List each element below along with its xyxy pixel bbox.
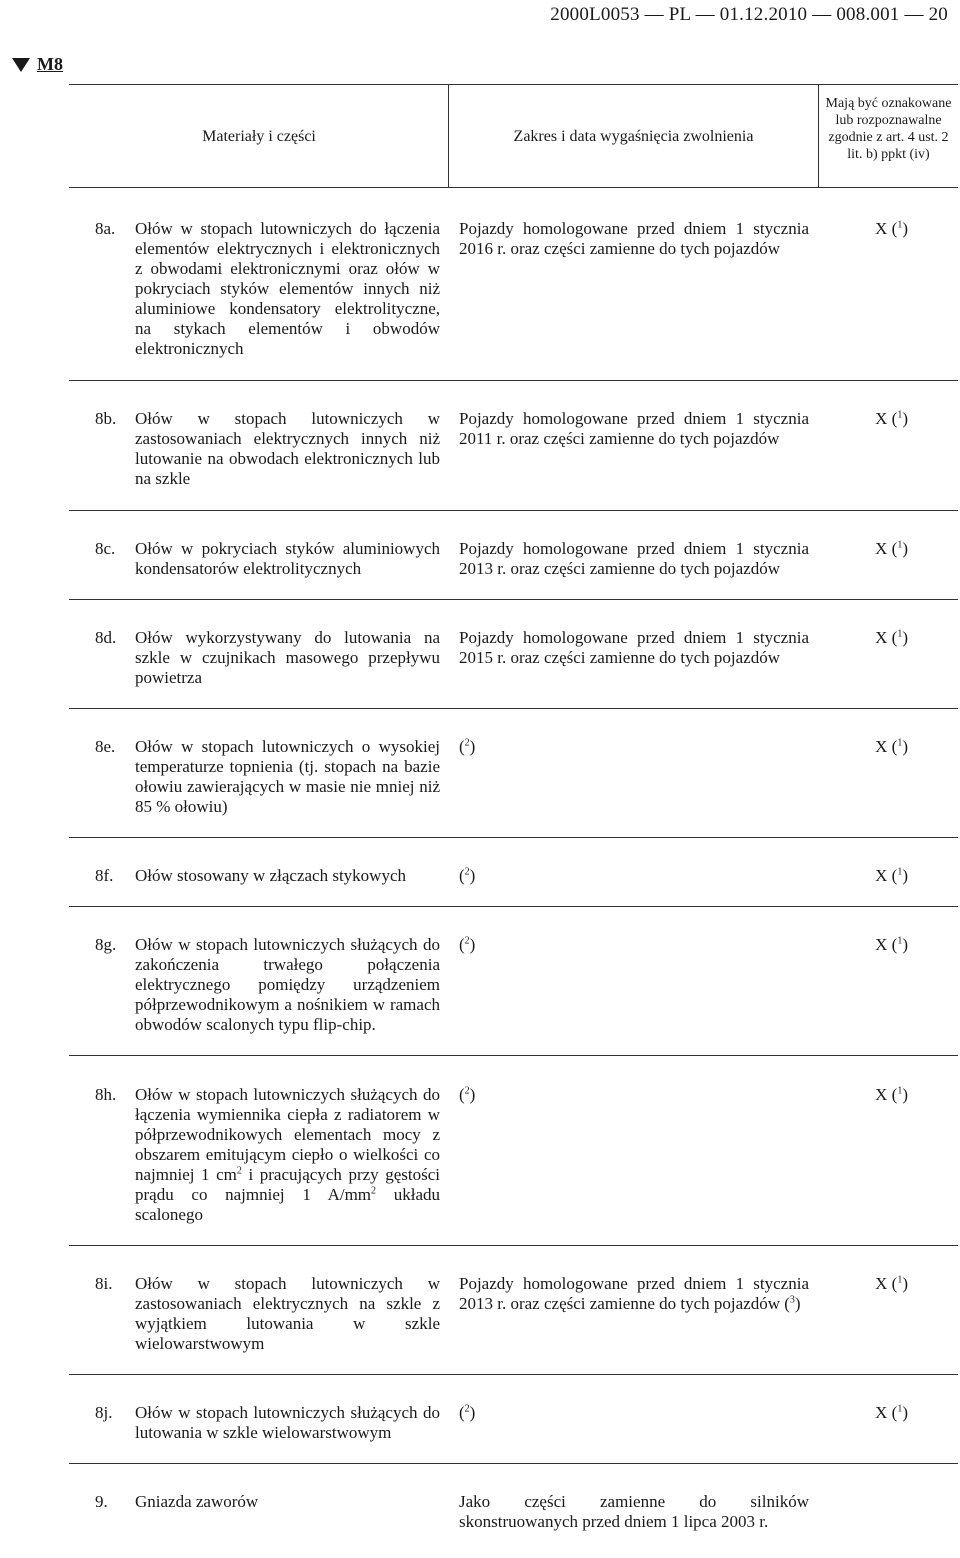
- footnote-ref: 1: [897, 409, 903, 421]
- mark-text: X: [875, 866, 888, 885]
- row-number: 8g.: [95, 935, 117, 954]
- row-label-mark: X ($^1$): [875, 219, 908, 238]
- row-material: Gniazda zaworów: [135, 1492, 259, 1511]
- column-header-label: Mają być oznakowane lub rozpoznawalne zgodnie z art. 4 ust. 2 lit. b) ppkt (iv): [825, 96, 952, 162]
- row-material: Ołów w pokryciach styków aluminiowych kondensatorów elektrolitycznych: [135, 539, 440, 578]
- mark-text: X: [875, 219, 888, 238]
- footnote-ref: 1: [897, 539, 903, 551]
- row-divider: [69, 1245, 958, 1246]
- row-label-mark: X ($^1$): [875, 1085, 908, 1104]
- row-label-mark: X ($^1$): [875, 1274, 908, 1293]
- footnote-ref: 1: [897, 628, 903, 640]
- footnote-ref: 1: [897, 219, 903, 231]
- row-scope: Pojazdy homologowane przed dniem 1 stycznia 2011 r. oraz części zamienne do tych pojazdów: [459, 409, 809, 448]
- footnote-ref: 1: [897, 1085, 903, 1097]
- mark-text: X: [875, 1403, 888, 1422]
- mark-text: X: [875, 539, 888, 558]
- footnote-ref: 2: [464, 1085, 470, 1097]
- row-material: Ołów w stopach lutowniczych o wysokiej temperaturze topnienia (tj. stopach na bazie ołowiu zawierających w masie nie mniej niż 85 % ołowiu): [135, 737, 440, 816]
- footnote-ref: 1: [897, 737, 903, 749]
- row-scope: Pojazdy homologowane przed dniem 1 stycznia 2013 r. oraz części zamienne do tych pojazdów: [459, 539, 809, 578]
- triangle-down-icon: [12, 58, 30, 72]
- row-divider: [69, 1374, 958, 1375]
- mark-text: X: [875, 409, 888, 428]
- row-material: Ołów stosowany w złączach stykowych: [135, 866, 406, 885]
- mark-text: X: [875, 1085, 888, 1104]
- row-divider: [69, 1055, 958, 1056]
- column-header-materials: Materiały i części: [202, 128, 316, 145]
- row-divider: [69, 906, 958, 907]
- row-material: Ołów w stopach lutowniczych służących do zakończenia trwałego połączenia elektrycznego pomiędzy urządzeniem półprzewodnikowym a nośnikiem w ramach obwodów scalonych typu flip-chip.: [135, 935, 440, 1034]
- row-scope: ($^2$): [459, 866, 476, 885]
- row-scope: ($^2$): [459, 1085, 476, 1104]
- row-number: 9.: [95, 1492, 108, 1511]
- row-number: 8f.: [95, 866, 114, 885]
- row-label-mark: X ($^1$): [875, 935, 908, 954]
- row-label-mark: X ($^1$): [875, 737, 908, 756]
- row-label-mark: X ($^1$): [875, 628, 908, 647]
- row-label-mark: X ($^1$): [875, 409, 908, 428]
- row-divider: [69, 510, 958, 511]
- footnote-ref: 2: [464, 935, 470, 947]
- row-number: 8d.: [95, 628, 117, 647]
- row-scope: Pojazdy homologowane przed dniem 1 stycznia 2016 r. oraz części zamienne do tych pojazdów: [459, 219, 809, 258]
- footnote-ref: 1: [897, 935, 903, 947]
- row-scope: Pojazdy homologowane przed dniem 1 stycznia 2015 r. oraz części zamienne do tych pojazdów: [459, 628, 809, 667]
- row-number: 8i.: [95, 1274, 113, 1293]
- row-scope: ($^2$): [459, 935, 476, 954]
- row-divider: [69, 837, 958, 838]
- column-header-scope: Zakres i data wygaśnięcia zwolnienia: [513, 128, 754, 145]
- row-material: Ołów w stopach lutowniczych służących do łączenia wymiennika ciepła z radiatorem w półprzewodnikowych elementach mocy z obszarem emitującym ciepło o wielkości co najmniej 1 $cm^2$ i pracujących przy gęstości prądu co najmniej 1 $A/mm^2$ układu scalonego: [135, 1085, 440, 1224]
- table-top-rule: [69, 84, 958, 85]
- footnote-ref: 2: [464, 866, 470, 878]
- row-scope: Pojazdy homologowane przed dniem 1 stycznia 2013 r. oraz części zamienne do tych pojazdów ($^3$): [459, 1274, 809, 1313]
- row-label-mark: X ($^1$): [875, 539, 908, 558]
- running-head: 2000L0053 — PL — 01.12.2010 — 008.001 — 20: [550, 4, 948, 25]
- row-scope: ($^2$): [459, 1403, 476, 1422]
- mark-text: X: [875, 737, 888, 756]
- footnote-ref: 1: [897, 1274, 903, 1286]
- amendment-code: M8: [37, 54, 63, 74]
- mark-text: X: [875, 1274, 888, 1293]
- footnote-ref: 1: [897, 1403, 903, 1415]
- row-label-mark: X ($^1$): [875, 866, 908, 885]
- row-number: 8j.: [95, 1403, 113, 1422]
- row-scope: Jako części zamienne do silników skonstruowanych przed dniem 1 lipca 2003 r.: [459, 1492, 809, 1531]
- row-material: Ołów w stopach lutowniczych służących do lutowania w szkle wielowarstwowym: [135, 1403, 440, 1442]
- mark-text: X: [875, 628, 888, 647]
- row-material: Ołów w stopach lutowniczych do łączenia elementów elektrycznych i elektronicznych z obwodami elektronicznymi oraz ołów w pokryciach styków elementów innych niż aluminiowe kondensatory elektrolityczne, na stykach elementów i obwodów elektronicznych: [135, 219, 440, 358]
- row-material: Ołów w stopach lutowniczych w zastosowaniach elektrycznych innych niż lutowanie na obwodach elektronicznych lub na szkle: [135, 409, 440, 488]
- row-divider: [69, 708, 958, 709]
- row-divider: [69, 1463, 958, 1464]
- row-number: 8b.: [95, 409, 117, 428]
- row-number: 8e.: [95, 737, 116, 756]
- table-header-rule: [69, 187, 958, 188]
- footnote-ref: 1: [897, 866, 903, 878]
- row-scope: ($^2$): [459, 737, 476, 756]
- footnote-ref: 2: [464, 1403, 470, 1415]
- row-number: 8c.: [95, 539, 116, 558]
- row-number: 8a.: [95, 219, 116, 238]
- row-label-mark: X ($^1$): [875, 1403, 908, 1422]
- amendment-marker: [12, 54, 63, 75]
- row-divider: [69, 380, 958, 381]
- row-divider: [69, 599, 958, 600]
- footnote-ref: 3: [789, 1294, 795, 1306]
- row-material: Ołów wykorzystywany do lutowania na szkle w czujnikach masowego przepływu powietrza: [135, 628, 440, 687]
- row-number: 8h.: [95, 1085, 117, 1104]
- footnote-ref: 2: [464, 737, 470, 749]
- header-divider-right: [818, 84, 819, 187]
- row-material: Ołów w stopach lutowniczych w zastosowaniach elektrycznych na szkle z wyjątkiem lutowania w szkle wielowarstwowym: [135, 1274, 440, 1353]
- mark-text: X: [875, 935, 888, 954]
